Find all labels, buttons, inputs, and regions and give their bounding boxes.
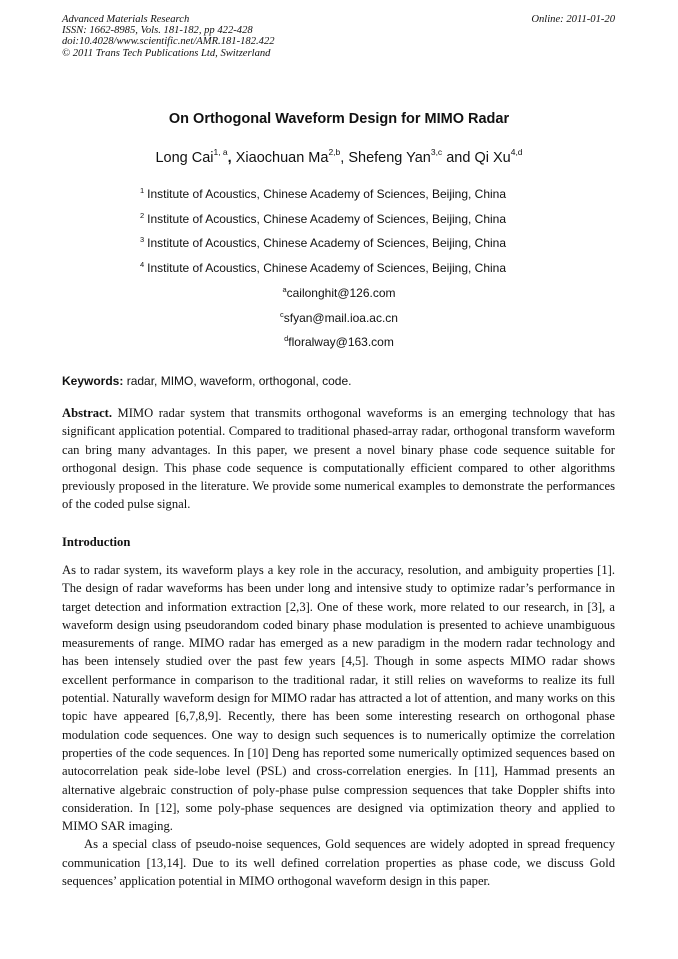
journal-header (62, 14, 275, 59)
online-date: Online: 2011-01-20 (531, 14, 615, 25)
keywords (62, 374, 351, 388)
author-name: Qi Xu (474, 150, 511, 166)
introduction-body (62, 561, 615, 890)
email-marker: a (282, 285, 287, 294)
affiliation-number: 4 (140, 260, 145, 269)
affiliation-number: 1 (140, 186, 145, 195)
author-separator: , (340, 150, 345, 166)
email-marker: c (280, 310, 284, 319)
affiliation (140, 187, 506, 201)
email-address: floralway@163.com (288, 335, 394, 349)
journal-doi: doi:10.4028/www.scientific.net/AMR.181-182.422 (62, 36, 275, 48)
affiliation (140, 236, 506, 250)
keywords-label: Keywords: (62, 374, 124, 388)
author-separator: , (227, 150, 232, 166)
author-email (0, 335, 678, 349)
affiliation-text: Institute of Acoustics, Chinese Academy of Sciences, Beijing, China (147, 212, 507, 226)
abstract-text: MIMO radar system that transmits orthogonal waveforms is an emerging technology that has significant application potential. Compared to traditional phased-array radar, orthogonal transform waveform can bring many advantages. In this paper, we present a novel binary phase code sequence suitable for orthogonal design. This phase code sequence is computationally efficient compared to other algorithms previously proposed in the literature. We provide some numerical examples to demonstrate the performances of the coded pulse signal. (62, 406, 615, 512)
email-address: sfyan@mail.ioa.ac.cn (283, 311, 398, 325)
affiliation (140, 261, 506, 275)
author-email (0, 311, 678, 325)
affiliation-text: Institute of Acoustics, Chinese Academy of Sciences, Beijing, China (147, 236, 507, 250)
email-address: cailonghit@126.com (286, 286, 396, 300)
affiliation-text: Institute of Acoustics, Chinese Academy of Sciences, Beijing, China (147, 187, 507, 201)
author-list (0, 147, 678, 166)
author-name: Shefeng Yan (348, 150, 431, 166)
author-affiliation-marker: 1, a (213, 147, 228, 157)
abstract-label: Abstract. (62, 406, 113, 420)
affiliation (140, 212, 506, 226)
journal-issn: ISSN: 1662-8985, Vols. 181-182, pp 422-428 (62, 25, 253, 37)
affiliation-number: 2 (140, 211, 145, 220)
paragraph: As to radar system, its waveform plays a key role in the accuracy, resolution, and ambiguity properties [1]. The design of radar waveforms has been under long and intensive study to optimize radar’s performance in target detection and information extraction [2,3]. One of these work, more related to our research, in [3], a waveform design using pseudorandom coded binary phase modulation is presented to achieve unambiguous measurements of range. MIMO radar has emerged as a new paradigm in the modern radar technology and has been intensely studied over the past few years [4,5]. Though in some aspects MIMO radar shows excellent performance in comparison to the traditional radar, it still relies on waveforms to realize its full potential. Naturally waveform design for MIMO radar has attracted a lot of attention, and many works on this topic have appeared [6,7,8,9]. Recently, there has been some interesting research on orthogonal phase modulation code sequences. One way to design such sequences is to numerically optimize the correlation properties of the code sequences. In [10] Deng has reported some numerically optimized sequences based on autocorrelation peak side-lobe level (PSL) and cross-correlation energies. In [11], Hammad presents an alternative algebraic construction of poly-phase pulse compression sequences that take Doppler shifts into consideration. In [12], some poly-phase sequences are designed via optimization theory and applied to MIMO SAR imaging. (62, 563, 615, 834)
affiliation-text: Institute of Acoustics, Chinese Academy of Sciences, Beijing, China (147, 261, 507, 275)
author-separator: and (442, 150, 471, 166)
section-heading-introduction: Introduction (62, 535, 131, 549)
author-email (0, 286, 678, 300)
paragraph: As a special class of pseudo-noise sequences, Gold sequences are widely adopted in spread frequency communication [13,14]. Due to its well defined correlation properties as phase code, we discuss Gold sequences’ application potential in MIMO orthogonal waveform design in this paper. (62, 837, 615, 889)
journal-copyright: © 2011 Trans Tech Publications Ltd, Switzerland (62, 47, 271, 59)
keywords-text: radar, MIMO, waveform, orthogonal, code. (126, 374, 352, 388)
paper-title: On Orthogonal Waveform Design for MIMO Radar (168, 111, 510, 127)
author-affiliation-marker: 2,b (328, 147, 341, 157)
email-marker: d (284, 334, 289, 343)
affiliation-number: 3 (140, 235, 145, 244)
author-name: Long Cai (155, 150, 214, 166)
abstract (62, 404, 615, 514)
author-name: Xiaochuan Ma (235, 150, 329, 166)
journal-name: Advanced Materials Research (62, 14, 190, 25)
author-affiliation-marker: 4,d (510, 147, 523, 157)
author-affiliation-marker: 3,c (430, 147, 443, 157)
